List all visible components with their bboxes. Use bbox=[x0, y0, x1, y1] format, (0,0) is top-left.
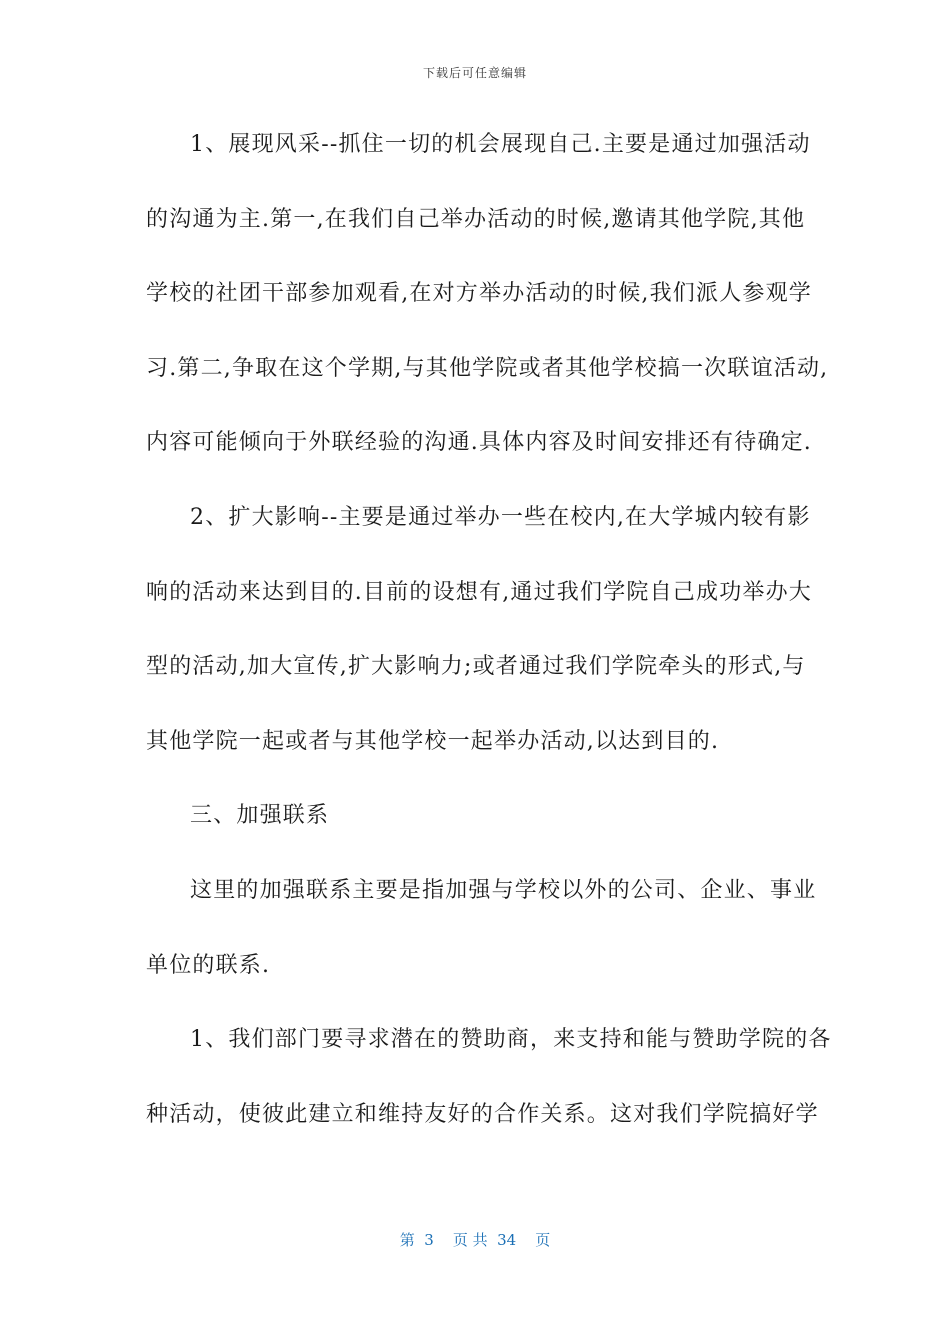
section-heading: 三、加强联系 bbox=[190, 803, 330, 829]
text-line: 学校的社团干部参加观看,在对方举办活动的时候,我们派人参观学 bbox=[146, 281, 812, 307]
document-body bbox=[146, 122, 832, 1166]
text-line: 其他学院一起或者与其他学校一起举办活动,以达到目的. bbox=[146, 728, 720, 754]
text-line: 这里的加强联系主要是指加强与学校以外的公司、企业、事业 bbox=[190, 877, 817, 903]
text-line: 内容可能倾向于外联经验的沟通.具体内容及时间安排还有待确定. bbox=[146, 430, 812, 456]
text-line: 的沟通为主.第一,在我们自己举办活动的时候,邀请其他学院,其他 bbox=[146, 206, 806, 232]
text-line: 种活动，使彼此建立和维持友好的合作关系。这对我们学院搞好学 bbox=[146, 1101, 819, 1127]
text-line: 1、展现风采--抓住一切的机会展现自己.主要是通过加强活动 bbox=[190, 132, 811, 157]
page-header: 下载后可任意编辑 bbox=[422, 66, 527, 80]
text-line: 1、我们部门要寻求潜在的赞助商，来支持和能与赞助学院的各 bbox=[190, 1027, 832, 1053]
text-line: 习.第二,争取在这个学期,与其他学院或者其他学校搞一次联谊活动, bbox=[146, 355, 829, 381]
text-line: 2、扩大影响--主要是通过举办一些在校内,在大学城内较有影 bbox=[190, 504, 811, 530]
text-line: 单位的联系. bbox=[146, 952, 271, 978]
text-line: 型的活动,加大宣传,扩大影响力;或者通过我们学院牵头的形式,与 bbox=[146, 654, 806, 680]
text-line: 响的活动来达到目的.目前的设想有,通过我们学院自己成功举办大 bbox=[146, 579, 812, 605]
page-number-footer: 第 3 页 共 34 页 bbox=[399, 1231, 551, 1249]
